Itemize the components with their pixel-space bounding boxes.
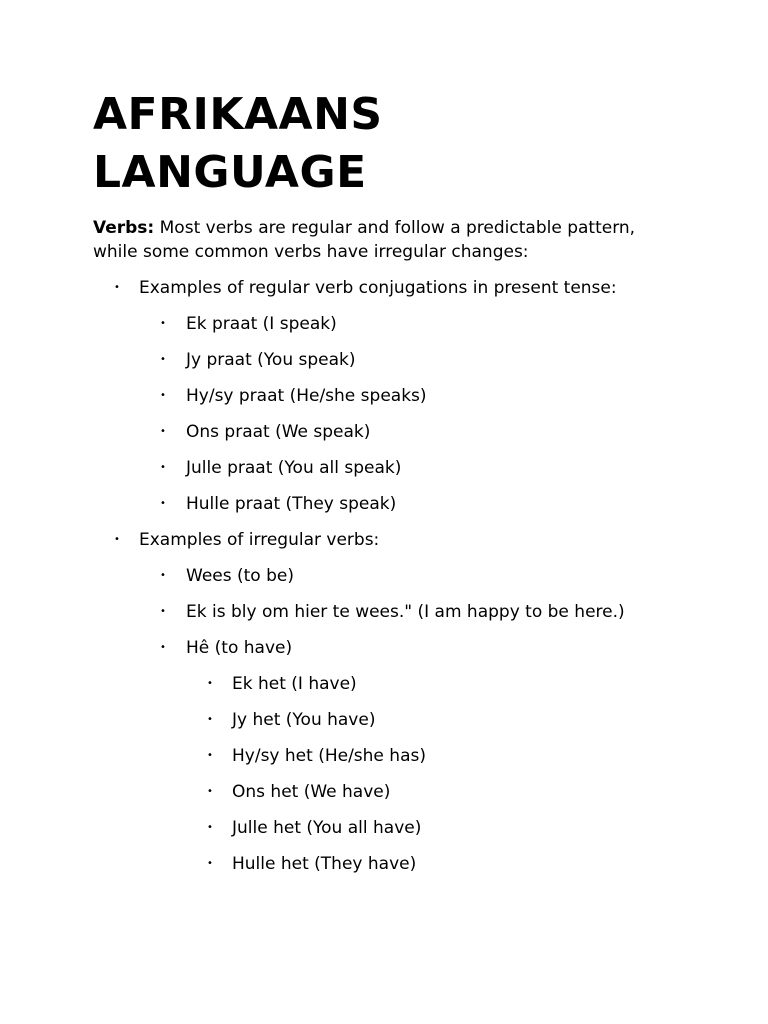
bullet-icon: •	[207, 822, 213, 833]
list-item-he-conjugation	[93, 744, 693, 768]
list-item-irregular	[93, 636, 693, 660]
list-item-text: Julle het (You all have)	[232, 818, 422, 838]
bullet-icon: •	[207, 786, 213, 797]
bullet-icon: •	[207, 858, 213, 869]
list-item-he-conjugation	[93, 780, 693, 804]
list-item-text: Ons praat (We speak)	[186, 422, 371, 442]
bullet-icon: •	[207, 750, 213, 761]
bullet-icon: •	[207, 678, 213, 689]
list-item-regular	[93, 312, 693, 336]
list-item-text: Wees (to be)	[186, 566, 294, 586]
list-item-text: Jy praat (You speak)	[186, 350, 356, 370]
list-item-text: Examples of regular verb conjugations in present tense:	[139, 278, 617, 298]
verbs-label: Verbs:	[93, 218, 155, 238]
list-item-he-conjugation	[93, 672, 693, 696]
list-item-text: Ons het (We have)	[232, 782, 391, 802]
list-item-text: Hulle praat (They speak)	[186, 494, 397, 514]
verb-examples-list	[93, 276, 693, 876]
bullet-icon: •	[160, 462, 166, 473]
title-line-2: LANGUAGE	[93, 147, 367, 198]
bullet-icon: •	[114, 534, 120, 545]
list-item-he-conjugation	[93, 708, 693, 732]
list-item-regular	[93, 456, 693, 480]
list-item-text: Hulle het (They have)	[232, 854, 417, 874]
bullet-icon: •	[160, 426, 166, 437]
bullet-icon: •	[160, 606, 166, 617]
list-item-regular	[93, 492, 693, 516]
list-item-text: Hy/sy praat (He/she speaks)	[186, 386, 427, 406]
list-item-text: Ek is bly om hier te wees." (I am happy to be here.)	[186, 602, 625, 622]
bullet-icon: •	[160, 390, 166, 401]
list-item-irregular	[93, 600, 693, 624]
list-item-regular	[93, 348, 693, 372]
list-item-regular-heading	[93, 276, 693, 300]
list-item-text: Jy het (You have)	[232, 710, 376, 730]
bullet-icon: •	[160, 498, 166, 509]
list-item-text: Hy/sy het (He/she has)	[232, 746, 426, 766]
bullet-icon: •	[207, 714, 213, 725]
list-item-text: Examples of irregular verbs:	[139, 530, 380, 550]
document-page	[93, 86, 693, 876]
bullet-icon: •	[160, 354, 166, 365]
list-item-text: Julle praat (You all speak)	[186, 458, 402, 478]
list-item-text: Ek praat (I speak)	[186, 314, 337, 334]
list-item-regular	[93, 384, 693, 408]
page-title	[93, 86, 693, 202]
list-item-text: Hê (to have)	[186, 638, 293, 658]
bullet-icon: •	[160, 318, 166, 329]
verbs-intro-text: Most verbs are regular and follow a predictable pattern, while some common verbs have irregular changes:	[93, 218, 636, 262]
list-item-he-conjugation	[93, 852, 693, 876]
bullet-icon: •	[160, 570, 166, 581]
list-item-irregular	[93, 564, 693, 588]
list-item-regular	[93, 420, 693, 444]
list-item-irregular-heading	[93, 528, 693, 552]
verbs-intro-paragraph	[93, 216, 683, 264]
title-line-1: AFRIKAANS	[93, 89, 383, 140]
list-item-he-conjugation	[93, 816, 693, 840]
bullet-icon: •	[160, 642, 166, 653]
list-item-text: Ek het (I have)	[232, 674, 357, 694]
bullet-icon: •	[114, 282, 120, 293]
